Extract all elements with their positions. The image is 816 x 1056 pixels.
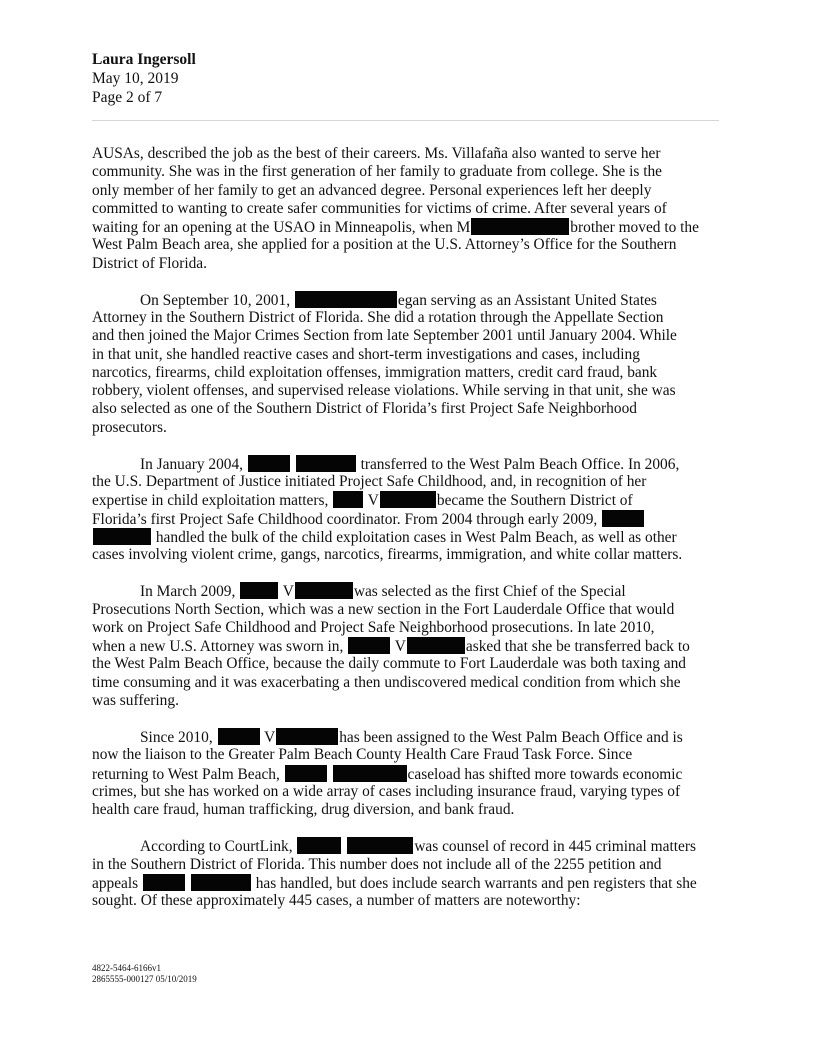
body-paragraph (92, 291, 719, 437)
text-line: Attorney in the Southern District of Florida. She did a rotation through the Appellate Section (92, 309, 664, 326)
text-line: the West Palm Beach Office, because the daily commute to Fort Lauderdale was both taxing and (92, 655, 686, 673)
redaction-block (93, 528, 151, 545)
text-line: community. She was in the first generation of her family to graduate from college. She is the (92, 163, 663, 181)
redaction-block (240, 582, 278, 599)
letter-body (92, 145, 719, 928)
text-line: AUSAs, described the job as the best of their careers. Ms. Villafaña also wanted to serve her (92, 145, 661, 162)
redaction-block (248, 455, 290, 472)
body-paragraph (92, 145, 719, 273)
letter-header (92, 50, 732, 107)
redaction-block (602, 510, 644, 527)
body-paragraph (92, 728, 719, 819)
text-line: In March 2009, V was selected as the first Chief of the Special (140, 583, 626, 601)
body-paragraph (92, 455, 719, 565)
redaction-block (143, 874, 185, 891)
text-line: time consuming and it was exacerbating a then undiscovered medical condition from which she (92, 673, 681, 691)
text-line: in the Southern District of Florida. This number does not include all of the 2255 petition and (92, 855, 662, 873)
text-line: According to CourtLink, was counsel of record in 445 criminal matters (140, 838, 696, 856)
text-line: District of Florida. (92, 254, 207, 272)
text-line: prosecutors. (92, 418, 167, 436)
redaction-block (297, 837, 341, 854)
matter-id: 2865555-000127 05/10/2019 (92, 974, 197, 984)
recipient-name: Laura Ingersoll (92, 51, 196, 68)
text-line: appeals has handled, but does include search warrants and pen registers that she (92, 874, 697, 892)
redaction-block (285, 765, 327, 782)
text-line: health care fraud, human trafficking, drug diversion, and bank fraud. (92, 801, 515, 818)
redaction-block (333, 491, 363, 508)
text-line: Since 2010, V has been assigned to the West Palm Beach Office and is (140, 729, 683, 746)
text-line: Prosecutions North Section, which was a new section in the Fort Lauderdale Office that would (92, 600, 675, 618)
document-id: 4822-5464-6166v1 (92, 963, 161, 973)
text-line: waiting for an opening at the USAO in Minneapolis, when M brother moved to the (92, 219, 699, 236)
redaction-block (295, 582, 353, 599)
text-line: only member of her family to get an advanced degree. Personal experiences left her deeply (92, 181, 652, 199)
text-line: work on Project Safe Childhood and Project Safe Neighborhood prosecutions. In late 2010, (92, 618, 655, 636)
text-line: Florida’s first Project Safe Childhood coordinator. From 2004 through early 2009, (92, 510, 719, 528)
text-line: sought. Of these approximately 445 cases, a number of matters are noteworthy: (92, 892, 581, 909)
text-line: crimes, but she has worked on a wide array of cases including insurance fraud, varying types of (92, 782, 681, 800)
body-paragraph (92, 582, 719, 710)
redaction-block (191, 874, 251, 891)
text-line: also selected as one of the Southern District of Florida’s first Project Safe Neighborhood (92, 400, 637, 418)
text-line: handled the bulk of the child exploitation cases in West Palm Beach, as well as other (92, 528, 719, 546)
text-line: On September 10, 2001, egan serving as an Assistant United States (140, 291, 657, 309)
text-line: robbery, violent offenses, and supervised release violations. While serving in that unit, she was (92, 382, 676, 399)
redaction-block (380, 491, 436, 508)
text-line: expertise in child exploitation matters, V became the Southern District of (92, 492, 633, 510)
body-paragraph (92, 837, 719, 910)
page-number: Page 2 of 7 (92, 89, 163, 106)
text-line: in that unit, she handled reactive cases and short-term investigations and cases, including (92, 345, 640, 363)
text-line: when a new U.S. Attorney was sworn in, V asked that she be transferred back to (92, 638, 690, 655)
redaction-block (276, 728, 338, 745)
redaction-block (348, 637, 390, 654)
redaction-block (218, 728, 260, 745)
redaction-block (296, 455, 356, 472)
text-line: committed to wanting to create safer communities for victims of crime. After several years of (92, 199, 667, 217)
text-line: In January 2004, transferred to the West Palm Beach Office. In 2006, (140, 455, 680, 473)
letter-date: May 10, 2019 (92, 70, 179, 87)
redaction-block (471, 218, 569, 235)
text-line: West Palm Beach area, she applied for a position at the U.S. Attorney’s Office for the Southern (92, 236, 677, 254)
text-line: narcotics, firearms, child exploitation offenses, immigration matters, credit card fraud, bank (92, 363, 658, 381)
redaction-block (407, 637, 465, 654)
text-line: now the liaison to the Greater Palm Beach County Health Care Fraud Task Force. Since (92, 746, 633, 764)
text-line: the U.S. Department of Justice initiated Project Safe Childhood, and, in recognition of her (92, 473, 647, 490)
text-line: returning to West Palm Beach, caseload has shifted more towards economic (92, 765, 683, 783)
text-line: and then joined the Major Crimes Section from late September 2001 until January 2004. While (92, 327, 677, 345)
redaction-block (347, 837, 413, 854)
document-footer (92, 963, 197, 985)
redaction-block (333, 765, 407, 782)
redaction-block (295, 291, 397, 308)
text-line: was suffering. (92, 691, 179, 709)
header-divider (92, 120, 719, 121)
text-line: cases involving violent crime, gangs, narcotics, firearms, immigration, and white collar matters. (92, 546, 683, 563)
